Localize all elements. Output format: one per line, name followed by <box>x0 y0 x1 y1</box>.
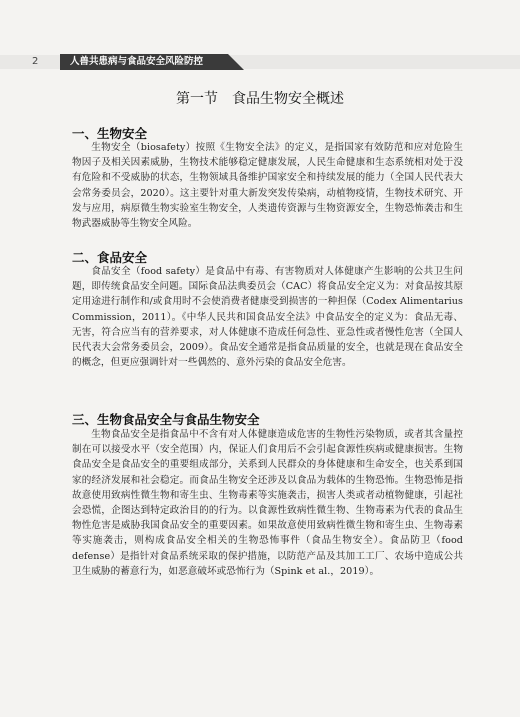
paragraph-food-safety: 食品安全（food safety）是食品中有毒、有害物质对人体健康产生影响的公共卫生问题，即传统食品安全问题。国际食品法典委员会（CAC）将食品安全定义为：对食品按其原定用途进行制作和/或食用时不会使消费者健康受到损害的一种担保（Codex Alimentarius Commission，2011）。《中华人民共和国食品安全法》中食品安全的定义为：食品无毒、无害，符合应当有的营养要求，对人体健康不造成任何急性、亚急性或者慢性危害（全国人民代表大会常务委员会，2009）。食品安全通常是指食品质量的安全，也就是现在食品安全的概念，但更应强调针对一些偶然的、意外污染的食品安全危害。 <box>72 266 463 369</box>
heading-food-safety: 二、食品安全 <box>72 250 148 265</box>
running-title: 人兽共患病与食品安全风险防控 <box>70 56 204 67</box>
heading-biosafety: 一、生物安全 <box>72 126 148 141</box>
paragraph-biosafety: 生物安全（biosafety）按照《生物安全法》的定义，是指国家有效防范和应对危险生物因子及相关因素威胁，生物技术能够稳定健康发展，人民生命健康和生态系统相对处于没有危险和不受威胁的状态，生物领域具备维护国家安全和持续发展的能力（全国人民代表大会常务委员会，2020）。这主要针对重大新发突发传染病，动植物疫情，生物技术研究、开发与应用，病原微生物实验室生物安全，人类遗传资源与生物资源安全，生物恐怖袭击和生物武器威胁等生物安全风险。 <box>72 142 463 230</box>
paragraph-biological-food-safety: 生物食品安全是指食品中不含有对人体健康造成危害的生物性污染物质，或者其含量控制在可以接受水平（安全范围）内，保证人们食用后不会引起食源性疾病或健康损害。生物食品安全是食品安全的重要组成部分，关系到人民群众的身体健康和生命安全，也关系到国家的经济发展和社会稳定。而食品生物安全还涉及以食品为载体的生物恐怖。生物恐怖是指故意使用致病性微生物和寄生虫、生物毒素等实施袭击，损害人类或者动植物健康，引起社会恐慌，企图达到特定政治目的的行为。以食源性致病性微生物、生物毒素为代表的食品生物性危害是威胁我国食品安全的重要因素。如果故意使用致病性微生物和寄生虫、生物毒素等实施袭击，则构成食品安全相关的生物恐怖事件（食品生物安全）。食品防卫（food defense）是指针对食品系统采取的保护措施，以防范产品及其加工工厂、农场中造成公共卫生威胁的蓄意行为，如恶意破坏或恐怖行为（Spink et al.，2019）。 <box>72 429 463 577</box>
page-number: 2 <box>32 56 39 67</box>
section-title: 第一节 食品生物安全概述 <box>176 91 344 107</box>
heading-biological-food-safety: 三、生物食品安全与食品生物安全 <box>72 412 260 427</box>
